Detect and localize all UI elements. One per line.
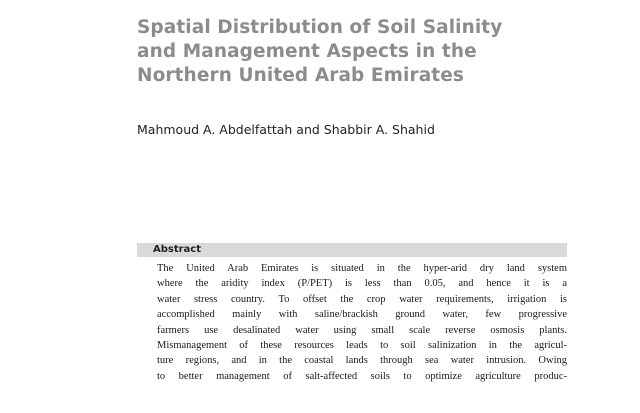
abstract-line: The United Arab Emirates is situated in the hyper-arid dry land system — [157, 263, 567, 274]
abstract-heading: Abstract — [153, 244, 202, 255]
title-line-2: and Management Aspects in the — [137, 41, 477, 62]
abstract-line: Mismanagement of these resources leads to soil salinization in the agricul- — [157, 340, 567, 352]
abstract-body — [157, 261, 567, 384]
paper-authors: Mahmoud A. Abdelfattah and Shabbir A. Shahid — [137, 122, 435, 137]
abstract-line: where the aridity index (P/PET) is less than 0.05, and hence it is a — [157, 278, 567, 290]
abstract-line: farmers use desalinated water using small scale reverse osmosis plants. — [157, 324, 567, 336]
abstract-line: water stress country. To offset the crop water requirements, irrigation is — [157, 293, 567, 305]
abstract-header-bar — [137, 243, 567, 257]
abstract-line: ture regions, and in the coastal lands through sea water intrusion. Owing — [157, 355, 567, 367]
title-line-1: Spatial Distribution of Soil Salinity — [137, 17, 503, 38]
title-line-3: Northern United Arab Emirates — [137, 65, 464, 86]
paper-title — [137, 16, 577, 88]
abstract-line: accomplished mainly with saline/brackish ground water, few progressive — [157, 309, 567, 321]
abstract-section — [137, 243, 567, 413]
abstract-line: to better management of salt-affected soils to optimize agriculture produc- — [157, 370, 567, 382]
